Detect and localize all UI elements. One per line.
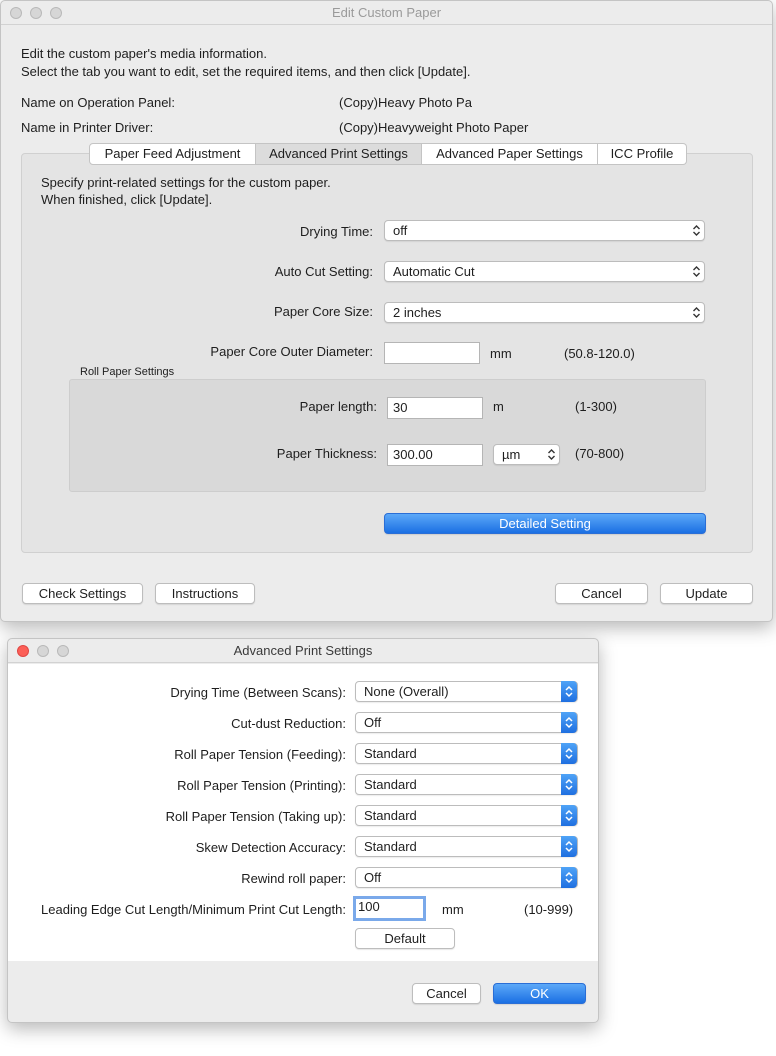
name-panel-value: (Copy)Heavy Photo Pa [339,95,472,110]
skew-detection-label: Skew Detection Accuracy: [195,840,346,855]
paper-length-input[interactable]: 30 [387,397,483,419]
leading-edge-input[interactable]: 100 [353,896,426,921]
leading-edge-unit: mm [442,902,464,917]
name-driver-label: Name in Printer Driver: [21,120,154,135]
minimize-icon[interactable] [30,7,42,19]
skew-detection-value: Standard [364,839,417,854]
drying-time-scans-value: None (Overall) [364,684,449,699]
close-icon[interactable] [17,645,29,657]
cut-dust-select[interactable] [355,712,578,733]
tension-takingup-select[interactable] [355,805,578,826]
name-panel-label: Name on Operation Panel: [21,95,175,110]
tension-printing-label: Roll Paper Tension (Printing): [177,778,346,793]
chevron-updown-icon [561,805,577,826]
minimize-icon[interactable] [37,645,49,657]
core-diameter-range: (50.8-120.0) [564,346,635,361]
window-controls [17,645,69,657]
chevron-updown-icon [561,774,577,795]
thickness-unit-value: µm [502,447,521,462]
roll-paper-group [69,379,706,492]
chevron-updown-icon [561,836,577,857]
drying-time-select[interactable] [384,220,705,241]
core-diameter-input[interactable] [384,342,480,364]
rewind-roll-label: Rewind roll paper: [241,871,346,886]
core-diameter-unit: mm [490,346,512,361]
drying-time-scans-select[interactable] [355,681,578,702]
zoom-icon[interactable] [57,645,69,657]
name-driver-value: (Copy)Heavyweight Photo Paper [339,120,529,135]
drying-time-label: Drying Time: [300,224,373,239]
zoom-icon[interactable] [50,7,62,19]
chevron-updown-icon [547,448,556,461]
check-settings-button[interactable]: Check Settings [22,583,143,604]
auto-cut-select[interactable] [384,261,705,282]
thickness-input[interactable]: 300.00 [387,444,483,466]
drying-time-value: off [393,223,408,238]
tab-intro-line-1: Specify print-related settings for the custom paper. [41,175,331,190]
chevron-updown-icon [692,224,701,237]
leading-edge-label: Leading Edge Cut Length/Minimum Print Cut Length: [41,902,346,917]
tension-takingup-value: Standard [364,808,417,823]
tension-feeding-label: Roll Paper Tension (Feeding): [174,747,346,762]
leading-edge-range: (10-999) [524,902,574,917]
paper-length-unit: m [493,399,504,414]
detailed-setting-button[interactable]: Detailed Setting [384,513,706,534]
rewind-roll-select[interactable] [355,867,578,888]
chevron-updown-icon [561,681,577,702]
cancel-button[interactable]: Cancel [555,583,648,604]
tension-takingup-label: Roll Paper Tension (Taking up): [165,809,346,824]
chevron-updown-icon [561,867,577,888]
chevron-updown-icon [692,265,701,278]
cut-dust-value: Off [364,715,382,730]
auto-cut-label: Auto Cut Setting: [274,264,373,279]
cut-dust-label: Cut-dust Reduction: [231,716,346,731]
chevron-updown-icon [561,712,577,733]
title-bar[interactable] [8,639,598,663]
tension-printing-value: Standard [364,777,417,792]
instructions-button[interactable]: Instructions [155,583,255,604]
advanced-print-settings-window [7,638,599,1023]
paper-length-range: (1-300) [575,399,617,414]
paper-length-label: Paper length: [299,399,377,414]
rewind-roll-value: Off [364,870,382,885]
intro-line-1: Edit the custom paper's media information. [21,46,267,61]
core-size-value: 2 inches [393,305,442,320]
window-title: Advanced Print Settings [233,643,373,658]
tab-intro-line-2: When finished, click [Update]. [41,192,213,207]
tab-advanced-print-settings[interactable]: Advanced Print Settings [256,143,422,165]
thickness-unit-select[interactable] [493,444,560,465]
tab-paper-feed-adjustment[interactable]: Paper Feed Adjustment [89,143,256,165]
cancel-button[interactable]: Cancel [412,983,481,1004]
window-controls [10,7,62,19]
core-size-label: Paper Core Size: [274,304,373,319]
window-title: Edit Custom Paper [331,5,442,20]
tension-feeding-value: Standard [364,746,417,761]
skew-detection-select[interactable] [355,836,578,857]
roll-group-label: Roll Paper Settings [80,366,175,378]
title-bar[interactable] [1,1,772,25]
default-button[interactable]: Default [355,928,455,949]
core-diameter-label: Paper Core Outer Diameter: [210,344,373,359]
ok-button[interactable]: OK [493,983,586,1004]
thickness-range: (70-800) [575,446,625,461]
chevron-updown-icon [561,743,577,764]
close-icon[interactable] [10,7,22,19]
drying-time-scans-label: Drying Time (Between Scans): [170,685,346,700]
core-size-select[interactable] [384,302,705,323]
thickness-label: Paper Thickness: [276,446,377,461]
tab-icc-profile[interactable]: ICC Profile [598,143,687,165]
update-button[interactable]: Update [660,583,753,604]
chevron-updown-icon [692,306,701,319]
tension-printing-select[interactable] [355,774,578,795]
tension-feeding-select[interactable] [355,743,578,764]
tab-advanced-paper-settings[interactable]: Advanced Paper Settings [422,143,598,165]
intro-line-2: Select the tab you want to edit, set the required items, and then click [Update]. [21,64,471,79]
auto-cut-value: Automatic Cut [393,264,475,279]
